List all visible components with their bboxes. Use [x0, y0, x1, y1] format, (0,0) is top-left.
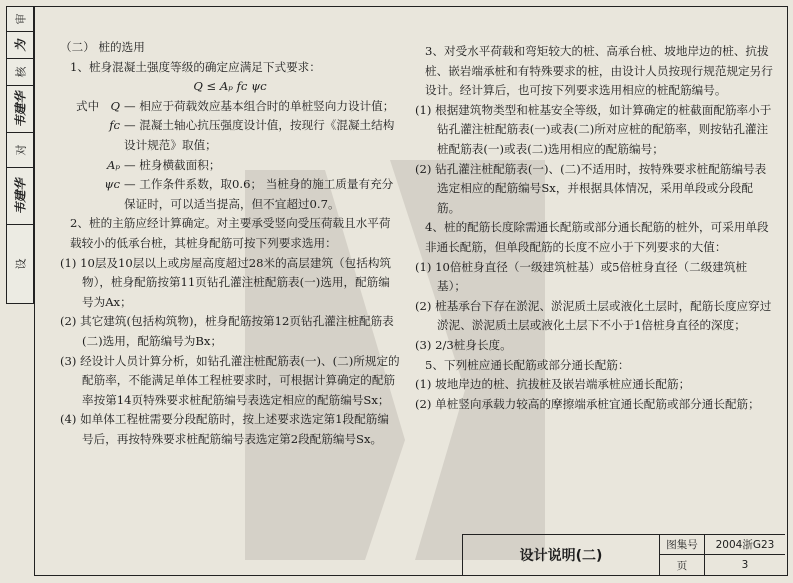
definition-ap: Aₚ — 桩身横截面积；	[106, 157, 221, 172]
page-number: 3	[741, 559, 749, 571]
strip-cell-review-sig: 为	[7, 32, 33, 59]
section-heading: （二） 桩的选用	[60, 40, 145, 54]
strip-cell-check-label: 核	[7, 59, 33, 86]
item-5-sub-2: (2) 单桩竖向承载力较高的摩擦端承桩宜通长配筋或部分通长配筋；	[415, 396, 760, 411]
item-2-sub-2: (2) 其它建筑(包括构筑物)，桩身配筋按第12页钻孔灌注桩配筋表(二)选用，配筋编号为Bx；	[60, 314, 394, 348]
item-4: 4、桩的配筋长度除需通长配筋或部分通长配筋的桩外，可采用单段非通长配筋，但单段配筋的长度不应小于下列要求的大值：	[425, 220, 769, 254]
title-block	[462, 534, 785, 575]
item-2-sub-4: (4) 如单体工程桩需要分段配筋时，按上述要求选定第1段配筋编号后，再按特殊要求桩配筋编号表选定第2段配筋编号Sx。	[60, 412, 389, 446]
strip-cell-check-sig: 韦建华	[7, 86, 33, 133]
item-4-sub-3: (3) 2/3桩身长度。	[415, 337, 512, 352]
strip-cell-design-label: 设	[14, 258, 27, 270]
item-3: 3、对受水平荷载和弯矩较大的桩、高承台桩、坡地岸边的桩、抗拔桩、嵌岩端承桩和有特殊要求的桩，由设计人员按现行规范规定另行设计。经计算后，也可按下列要求选用相应的桩配筋编号。	[425, 44, 773, 98]
strip-cell-review-label: 审	[7, 7, 33, 32]
item-4-sub-2: (2) 桩基承台下存在淤泥、淤泥质土层或液化土层时，配筋长度应穿过淤泥、淤泥质土层或液化土层下不小于1倍桩身直径的深度；	[415, 298, 772, 333]
item-4-sub-1: (1) 10倍桩身直径（一级建筑桩基）或5倍桩身直径（二级建筑桩基）；	[415, 259, 748, 294]
item-3-sub-2: (2) 钻孔灌注桩配筋表(一)、(二)不适用时，按特殊要求桩配筋编号表选定相应的配筋编号Sx，并根据具体情况，采用单段或分段配筋。	[415, 161, 767, 215]
item-1-title: 1、桩身混凝土强度等级的确定应满足下式要求：	[70, 59, 321, 74]
left-column	[60, 38, 400, 449]
item-3-sub-1: (1) 根据建筑物类型和桩基安全等级，如计算确定的桩截面配筋率小于钻孔灌注桩配筋表(一)或表(二)所对应桩的配筋率，则按钻孔灌注桩配筋表(一)或表(二)选用相应的配筋编号；	[415, 102, 772, 156]
definition-psi: ψᴄ — 工作条件系数，取0.6； 当桩身的施工质量有充分保证时，可以适当提高，但不宜超过0.7。	[104, 177, 394, 211]
item-2: 2、桩的主筋应经计算确定。对主要承受竖向受压荷载且水平荷载较小的低承台桩，其桩身配筋可按下列要求选用：	[70, 216, 391, 250]
signature-strip	[6, 6, 34, 304]
strip-cell-draw-sig: 韦建华	[7, 168, 33, 225]
item-5: 5、下列桩应通长配筋或部分通长配筋：	[425, 357, 630, 372]
definition-fc: fᴄ — 混凝土轴心抗压强度设计值，按现行《混凝土结构设计规范》取值；	[109, 118, 395, 152]
item-2-sub-3: (3) 经设计人员计算分析，如钻孔灌注桩配筋表(一)、(二)所规定的配筋率，不能满足单体工程桩要求时，可根据计算确定的配筋率按第14页特殊要求桩配筋编号表选定相应的配筋编号Sx；	[60, 353, 400, 407]
strip-cell-draw-label: 对	[7, 133, 33, 168]
sheet-title: 设计说明(二)	[463, 535, 660, 575]
item-5-sub-1: (1) 坡地岸边的桩、抗拔桩及嵌岩端承桩应通长配筋；	[415, 377, 691, 392]
definition-q: 式中 Q — 相应于荷载效应基本组合时的单桩竖向力设计值；	[76, 98, 395, 113]
page-label: 页	[660, 555, 705, 575]
atlas-number: 2004浙G23	[705, 535, 785, 555]
item-2-sub-1: (1) 10层及10层以上或房屋高度超过28米的高层建筑（包括构筑物），桩身配筋按第11页钻孔灌注桩配筋表(一)选用，配筋编号为Ax；	[60, 255, 392, 309]
atlas-number-label: 图集号	[660, 535, 705, 555]
formula: Q ≤ Aₚ fᴄ ψᴄ	[193, 79, 267, 94]
symbol-definitions	[60, 97, 400, 215]
right-column	[415, 42, 773, 414]
